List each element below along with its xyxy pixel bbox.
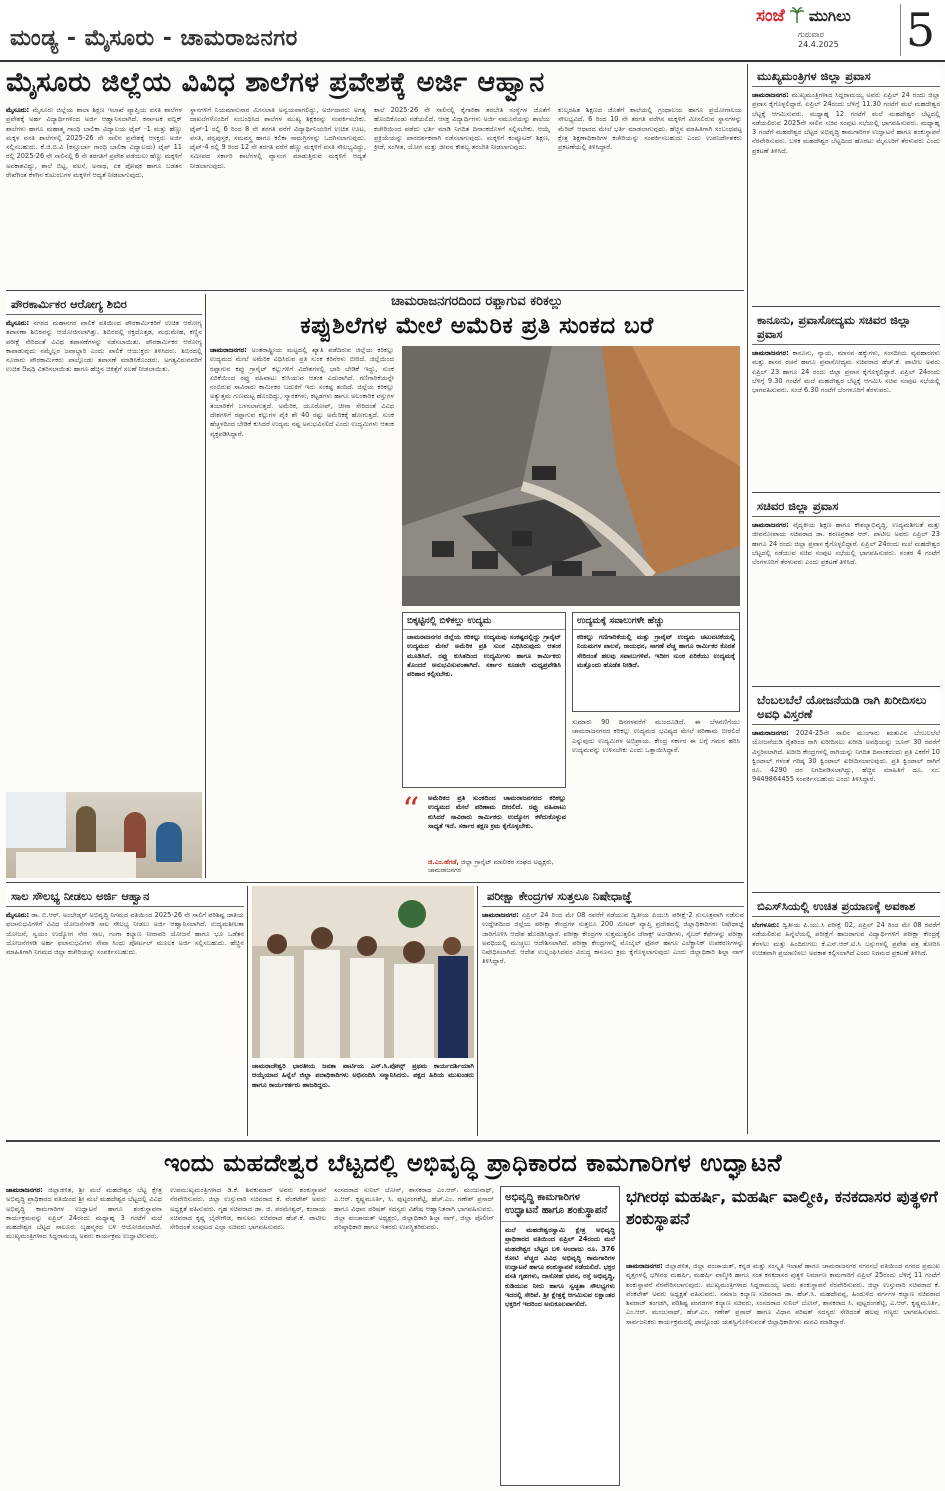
felicitation-photo [252,886,474,1058]
quarry-illustration [402,346,740,606]
masthead [0,0,945,62]
granite-box-2 [572,612,740,712]
loan-text: ಡಾ. ಬಿ.ಆರ್. ಅಂಬೇಡ್ಕರ್ ಅಭಿವೃದ್ಧಿ ನಿಗಮದ ವತಿಯಿಂದ 2025-26 ನೇ ಸಾಲಿಗೆ ಪರಿಶಿಷ್ಟ ಜಾತಿಯ ಫಲಾನುಭವಿಗಳಿಗೆ ವಿವಿಧ ಯೋಜನೆಗಳಡಿ ಸಾಲ ಸೌಲಭ್ಯ ನೀಡಲು ಅರ್ಜಿ ಆಹ್ವಾನಿಸಲಾಗಿದೆ. ಉದ್ಯಮಶೀಲತಾ ಯೋಜನೆ, ಸ್ವಯಂ ಉದ್ಯೋಗ ನೇರ ಸಾಲ, ಗಂಗಾ ಕಲ್ಯಾಣ ನೀರಾವರಿ ಯೋಜನೆ ಹಾಗೂ ಭೂ ಒಡೆತನ ಯೋಜನೆಗಳಡಿ ಅರ್ಹ ಫಲಾನುಭವಿಗಳು ಸೇವಾ ಸಿಂಧು ಪೋರ್ಟಲ್ ಮೂಲಕ ಅರ್ಜಿ ಸಲ್ಲಿಸಬಹುದು. ಹೆಚ್ಚಿನ ಮಾಹಿತಿಗಾಗಿ ನಿಗಮದ ಜಿಲ್ಲಾ ಕಚೇರಿಯನ್ನು ಸಂಪರ್ಕಿಸಬಹುದು. [6,911,244,957]
law-minister-dateline: ಚಾಮರಾಜನಗರ: [752,349,789,357]
divider [752,492,940,493]
cm-tour-headline: ಮುಖ್ಯಮಂತ್ರಿಗಳ ಜಿಲ್ಲಾ ಪ್ರವಾಸ [752,66,940,87]
photo-window [6,792,66,848]
granite-box-1 [402,612,566,788]
photo-table [16,852,136,878]
mm-hills-col-1-text: ಜಿಲ್ಲಾಡಳಿತ, ಶ್ರೀ ಮಲೆ ಮಹದೇಶ್ವರ ಬೆಟ್ಟ ಕ್ಷೇತ್ರ ಅಭಿವೃದ್ಧಿ ಪ್ರಾಧಿಕಾರದ ವತಿಯಿಂದ ಶ್ರೀ ಮಲೆ ಮಹದೇಶ್ವರ ಬೆಟ್ಟದಲ್ಲಿ ವಿವಿಧ ಅಭಿವೃದ್ಧಿ ಕಾಮಗಾರಿಗಳ ಉದ್ಘಾಟನೆ ಹಾಗೂ ಶಂಕುಸ್ಥಾಪನಾ ಕಾರ್ಯಕ್ರಮವನ್ನು ಏಪ್ರಿಲ್ 24ರಂದು ಮಧ್ಯಾಹ್ನ 3 ಗಂಟೆಗೆ ಮಲೆ ಮಹದೇಶ್ವರ ಬೆಟ್ಟದ ಸಾಲೂರು ಬೃಹನ್ಮಠದ ಬಳಿ ಆಯೋಜಿಸಲಾಗಿದೆ. ಮುಖ್ಯಮಂತ್ರಿಗಳಾದ ಸಿದ್ದರಾಮಯ್ಯ ಅವರು ಕಾರ್ಯಕ್ರಮ ಉದ್ಘಾಟಿಸುವರು. [6,1186,162,1241]
loan-headline: ಸಾಲ ಸೌಲಭ್ಯ ನೀಡಲು ಅರ್ಜಿ ಆಹ್ವಾನ [6,886,244,907]
divider [752,892,940,893]
issue-date: 24.4.2025 [798,40,839,49]
health-camp-photo [6,792,202,878]
lead-col-1-text: ಮೈಸೂರು ಜಿಲ್ಲೆಯ ಶಾಲಾ ಶಿಕ್ಷಣ ಇಲಾಖೆ ವ್ಯಾಪ್ತಿಯ ವಸತಿ ಶಾಲೆಗಳ ಪ್ರವೇಶಕ್ಕೆ ಅರ್ಹ ವಿದ್ಯಾರ್ಥಿಗಳಿಂದ ಅರ್ಜಿ ಆಹ್ವಾನಿಸಲಾಗಿದೆ. ಕರ್ನಾಟಕ ಪಬ್ಲಿಕ್ ಶಾಲೆಗಳು ಹಾಗೂ ಮಹಾತ್ಮ ಗಾಂಧಿ ಬಾಲಿಕಾ ವಿದ್ಯಾಲಯ ಟೈಪ್ -1 ಮತ್ತು ಹೆಣ್ಣು ಮಕ್ಕಳ ವಸತಿ ಶಾಲೆಗಳಲ್ಲಿ 2025-26 ನೇ ಸಾಲಿನ ಪ್ರವೇಶಕ್ಕೆ ಆಸಕ್ತರು ಅರ್ಜಿ ಸಲ್ಲಿಸಬಹುದು. ಕೆ.ಜಿ.ಬಿ.ವಿ (ಕಸ್ತೂರ್ಬಾ ಗಾಂಧಿ ಬಾಲಿಕಾ ವಿದ್ಯಾಲಯ) ಟೈಪ್ 11 ರಲ್ಲಿ 2025-26 ನೇ ಸಾಲಿನಲ್ಲಿ 6 ನೇ ತರಗತಿಗೆ ಪ್ರವೇಶ ಪಡೆಯಲು ಹೆಣ್ಣು ಮಕ್ಕಳಿಗೆ ಅವಕಾಶವಿದ್ದು, ಶಾಲೆ ಬಿಟ್ಟ, ವಲಸೆ, ಅನಾಥ, ಏಕ ಪೋಷಕ ಹಾಗೂ ಬಡತನ ರೇಖೆಗಿಂತ ಕೆಳಗಿನ ಕುಟುಂಬಗಳ ಮಕ್ಕಳಿಗೆ ಆದ್ಯತೆ ನೀಡಲಾಗುವುದು. [6,106,182,180]
quote-mark-icon: “ [402,794,420,830]
bsc-headline: ಬಿಎಸ್‌ಸಿಯಲ್ಲಿ ಉಚಿತ ಪ್ರಯಾಣಕ್ಕೆ ಅವಕಾಶ [752,896,940,917]
law-minister-headline: ಕಾನೂನು, ಪ್ರವಾಸೋದ್ಯಮ ಸಚಿವರ ಜಿಲ್ಲಾ ಪ್ರವಾಸ [752,310,940,345]
minister-tour-2 [752,496,940,684]
quote-text: ಅಮೆರಿಕದ ಪ್ರತಿ ಸುಂಕದಿಂದ ಚಾಮರಾಜನಗರದ ಕರಿಕಲ್ಲು ಉದ್ಯಮದ ಮೇಲೆ ಪರಿಣಾಮ ಬೀರಲಿದೆ. ರಫ್ತು ವಹಿವಾಟು ಕುಸಿದರೆ ಸಾವಿರಾರು ಕಾರ್ಮಿಕರು ಉದ್ಯೋಗ ಕಳೆದುಕೊಳ್ಳುವ ಸಾಧ್ಯತೆ ಇದೆ. ಸರ್ಕಾರ ತಕ್ಷಣ ಕ್ರಮ ಕೈಗೊಳ್ಳಬೇಕು. [428,794,566,830]
issue-day: ಗುರುವಾರ [798,30,824,39]
ragi-body [752,729,940,887]
lead-story [6,66,744,288]
granite-col-3: ಸುಮಾರು 90 ದಿನಗಳವರೆಗೆ ಮುಂದೂಡಿದೆ. ಈ ಬೆಳವಣಿಗೆಯು ಚಾಮರಾಜನಗರದ ಕರಿಕಲ್ಲು ಉದ್ಯಮದ ಭವಿಷ್ಯದ ಮೇಲೆ ಪರಿಣಾಮ ಬೀರಲಿದೆ ಎನ್ನುವುದು ಉದ್ಯಮಿಗಳ ಅಭಿಪ್ರಾಯ. ಕೇಂದ್ರ ಸರ್ಕಾರ ಈ ಬಗ್ಗೆ ಗಮನ ಹರಿಸಿ ಉದ್ಯಮವನ್ನು ಉಳಿಸಬೇಕು ಎಂದು ಒತ್ತಾಯಿಸಿದ್ದಾರೆ. [572,718,740,754]
exam-ban [482,886,744,1136]
law-minister-tour [752,310,940,490]
loan-story [6,886,244,1136]
brand-left: ಸಂಜೆ [756,6,785,26]
health-camp-headline: ಪೌರಕಾರ್ಮಿಕರ ಆರೋಗ್ಯ ಶಿಬಿರ [6,294,202,315]
statues-dateline: ಚಾಮರಾಜನಗರ: [626,1262,663,1270]
minister-tour-2-dateline: ಚಾಮರಾಜನಗರ: [752,521,789,529]
ragi-text: 2024-25ನೇ ಸಾಲಿನ ಮುಂಗಾರು ಋತುವಿನ ಬೆಂಬಲಬೆಲೆ ಯೋಜನೆಯಡಿ ರೈತರಿಂದ ರಾಗಿ ಖರೀದಿಸಲು ಖರೀದಿ ಅವಧಿಯನ್ನು ಜೂನ್ 30 ರವರೆಗೆ ವಿಸ್ತರಿಸಲಾಗಿದೆ. ಖರೀದಿ ಕೇಂದ್ರಗಳಲ್ಲಿ ರಾಗಿಯನ್ನು ನಿಗದಿತ ದಿನಾಂಕದಂದು ಪ್ರತಿ ಎಕರೆಗೆ 10 ಕ್ವಿಂಟಾಲ್ ಗಳಂತೆ ಗರಿಷ್ಠ 30 ಕ್ವಿಂಟಾಲ್ ಖರೀದಿಸಲಾಗುವುದು. ಪ್ರತಿ ಕ್ವಿಂಟಾಲ್ ರಾಗಿಗೆ ರೂ. 4290 ದರ ನಿಗದಿಪಡಿಸಲಾಗಿದ್ದು, ಹೆಚ್ಚಿನ ಮಾಹಿತಿಗೆ ದೂ. ಸಂ: 9449864455 ಸಂಪರ್ಕಿಸಬಹುದು ಎಂದು ತಿಳಿಸಿದ್ದಾರೆ. [752,729,940,784]
cm-tour [752,66,940,324]
minister-tour-2-body [752,521,940,683]
granite-dateline: ಚಾಮರಾಜನಗರ: [210,346,247,354]
divider [6,290,744,291]
quote-role: ಜಿಲ್ಲಾ ಗ್ರಾನೈಟ್ ಮಾಲೀಕರ ಸಂಘದ ಅಧ್ಯಕ್ಷರು, ಚಾಮರಾಜನಗರ [428,858,554,874]
health-camp [6,294,202,878]
lead-dateline: ಮೈಸೂರು: [6,106,30,114]
brand-right: ಮುಗಿಲು [808,7,851,25]
law-minister-body [752,349,940,489]
quote-attribution [428,858,566,874]
photo-person [76,806,96,856]
exam-ban-headline: ಪರೀಕ್ಷಾ ಕೇಂದ್ರಗಳ ಸುತ್ತಲೂ ನಿಷೇಧಾಜ್ಞೆ [482,886,744,907]
bsc-text: ದ್ವಿತೀಯ ಪಿ.ಯು.ಸಿ ಪರೀಕ್ಷೆ 02, ಏಪ್ರಿಲ್ 24 ರಿಂದ ಮೇ 08 ರವರೆಗೆ ನಡೆಯಲಿರುವ ಹಿನ್ನೆಲೆಯಲ್ಲಿ ಪರೀಕ್ಷೆಗೆ ಹಾಜರಾಗುವ ವಿದ್ಯಾರ್ಥಿಗಳಿಗೆ ಪರೀಕ್ಷಾ ಕೇಂದ್ರಕ್ಕೆ ತೆರಳಲು ಮತ್ತು ಹಿಂದಿರುಗಲು ಕೆ.ಎಸ್.ಆರ್.ಟಿ.ಸಿ ಬಸ್ಸುಗಳಲ್ಲಿ ಪ್ರವೇಶ ಪತ್ರ ತೋರಿಸಿ ಉಚಿತವಾಗಿ ಪ್ರಯಾಣಿಸಲು ಅವಕಾಶ ಕಲ್ಪಿಸಲಾಗಿದೆ ಎಂದು ನಿಗಮದ ಪ್ರಕಟಣೆ ತಿಳಿಸಿದೆ. [752,921,940,957]
ragi-procurement [752,690,940,890]
box1-title: ಬಿಕ್ಕಟ್ಟಿನಲ್ಲಿ ಬಿಳಿಕಲ್ಲು ಉದ್ಯಮ [403,613,565,630]
page-number: 5 [900,4,940,56]
loan-dateline: ಮೈಸೂರು: [6,911,30,919]
dev-works-box [500,1186,620,1486]
palm-icon [790,7,804,23]
divider [477,886,478,1136]
mm-hills-headline: ಇಂದು ಮಹದೇಶ್ವರ ಬೆಟ್ಟದಲ್ಲಿ ಅಭಿವೃದ್ಧಿ ಪ್ರಾಧಿಕಾರದ ಕಾಮಗಾರಿಗಳ ಉದ್ಘಾಟನೆ [164,1149,782,1177]
cm-tour-body [752,91,940,311]
granite-headline: ಕಪ್ಪುಶಿಲೆಗಳ ಮೇಲೆ ಅಮೆರಿಕ ಪ್ರತಿ ಸುಂಕದ ಬರೆ [300,313,654,339]
felicitation-illustration [252,886,474,1058]
photo-person [156,822,182,862]
divider [247,886,248,1136]
statues-text: ಜಿಲ್ಲಾಡಳಿತ, ಜಿಲ್ಲಾ ಪಂಚಾಯತ್, ಕನ್ನಡ ಮತ್ತು ಸಂಸ್ಕೃತಿ ಇಲಾಖೆ ಹಾಗೂ ಚಾಮರಾಜನಗರ ನಗರಸಭೆ ವತಿಯಿಂದ ನಗರದ ಪ್ರಮುಖ ವೃತ್ತಗಳಲ್ಲಿ ಭಗೀರಥ ಮಹರ್ಷಿ, ಮಹರ್ಷಿ ವಾಲ್ಮೀಕಿ ಹಾಗೂ ಸಂತ ಕನಕದಾಸರ ಪುತ್ಥಳಿ ನಿರ್ಮಾಣ ಕಾಮಗಾರಿಗೆ ಏಪ್ರಿಲ್ 25ರಂದು ಬೆಳಿಗ್ಗೆ 11 ಗಂಟೆಗೆ ಶಂಕುಸ್ಥಾಪನೆ ನೆರವೇರಿಸಲಾಗುವುದು. ಮುಖ್ಯಮಂತ್ರಿಗಳಾದ ಸಿದ್ದರಾಮಯ್ಯ ಅವರು ಶಂಕುಸ್ಥಾಪನೆ ನೆರವೇರಿಸುವರು. ಜಿಲ್ಲಾ ಉಸ್ತುವಾರಿ ಸಚಿವರಾದ ಕೆ. ವೆಂಕಟೇಶ್ ಅವರು ಅಧ್ಯಕ್ಷತೆ ವಹಿಸುವರು. ಸಮಾಜ ಕಲ್ಯಾಣ ಸಚಿವರಾದ ಡಾ. ಹೆಚ್.ಸಿ. ಮಹದೇವಪ್ಪ, ಹಿಂದುಳಿದ ವರ್ಗಗಳ ಕಲ್ಯಾಣ ಸಚಿವರಾದ ಶಿವರಾಜ್ ತಂಗಡಗಿ, ಪರಿಶಿಷ್ಟ ಪಂಗಡಗಳ ಕಲ್ಯಾಣ ಸಚಿವರು, ಸಂಸದರಾದ ಸುನಿಲ್ ಬೋಸ್, ಶಾಸಕರಾದ ಸಿ. ಪುಟ್ಟರಂಗಶೆಟ್ಟಿ, ಎ.ಆರ್. ಕೃಷ್ಣಮೂರ್ತಿ, ಎಂ.ಆರ್. ಮಂಜುನಾಥ್, ಹೆಚ್.ಎಂ. ಗಣೇಶ್ ಪ್ರಸಾದ್ ಹಾಗೂ ವಿಧಾನ ಪರಿಷತ್ ಸದಸ್ಯರು ಸೇರಿದಂತೆ ಹಲವು ಗಣ್ಯರು ಭಾಗವಹಿಸುವರು. ಸಾರ್ವಜನಿಕರು ಕಾರ್ಯಕ್ರಮದಲ್ಲಿ ಪಾಲ್ಗೊಂಡು ಯಶಸ್ವಿಗೊಳಿಸುವಂತೆ ಜಿಲ್ಲಾಧಿಕಾರಿಗಳು ಮನವಿ ಮಾಡಿದ್ದಾರೆ. [626,1262,940,1326]
box1-text: ಚಾಮರಾಜನಗರ ಜಿಲ್ಲೆಯ ಕರಿಕಲ್ಲು ಉದ್ಯಮವು ಸಂಕಷ್ಟದಲ್ಲಿದ್ದು ಗ್ರಾನೈಟ್ ಉದ್ಯಮದ ಮೇಲೆ ಅಮೆರಿಕ ಪ್ರತಿ ಸುಂಕ ವಿಧಿಸಿರುವುದು ಆತಂಕ ಮೂಡಿಸಿದೆ. ರಫ್ತು ಕುಸಿತದಿಂದ ಉದ್ಯಮಿಗಳು ಹಾಗೂ ಕಾರ್ಮಿಕರು ತೊಂದರೆ ಅನುಭವಿಸುವಂತಾಗಿದೆ. ಸರ್ಕಾರ ಕೂಡಲೇ ಮಧ್ಯಪ್ರವೇಶಿಸಿ ಪರಿಹಾರ ಕಲ್ಪಿಸಬೇಕು. [407,633,561,679]
mm-hills-story [6,1186,494,1486]
granite-text: ಅಂತರಾಷ್ಟ್ರೀಯ ಮಟ್ಟದಲ್ಲಿ ಖ್ಯಾತಿ ಪಡೆದಿರುವ ಜಿಲ್ಲೆಯ ಕರಿಕಲ್ಲು ಉದ್ಯಮದ ಮೇಲೆ ಅಮೆರಿಕ ವಿಧಿಸಿರುವ ಪ್ರತಿ ಸುಂಕ ಕರಿನೆರಳು ಬೀರಿದೆ. ಜಿಲ್ಲೆಯಿಂದ ರಫ್ತಾಗುವ ಕಪ್ಪು ಗ್ರಾನೈಟ್ ಕಲ್ಲುಗಳಿಗೆ ವಿದೇಶಗಳಲ್ಲಿ ಭಾರಿ ಬೇಡಿಕೆ ಇದ್ದು, ಸುಂಕ ಏರಿಕೆಯಿಂದ ರಫ್ತು ವಹಿವಾಟು ಕುಸಿಯುವ ಆತಂಕ ಎದುರಾಗಿದೆ. ಗಣಿಗಾರಿಕೆಯನ್ನೇ ನಂಬಿರುವ ಸಾವಿರಾರು ಕಾರ್ಮಿಕರ ಬದುಕಿಗೆ ಇದು ಸಂಕಷ್ಟ ತಂದಿದೆ. ಜಿಲ್ಲೆಯ ಕರಿಕಲ್ಲು ಅತ್ಯುತ್ತಮ ಗುಣಮಟ್ಟ ಹೊಂದಿದ್ದು, ಸ್ಮಾರಕಗಳು, ಕಟ್ಟಡಗಳು ಹಾಗೂ ಅಲಂಕಾರಿಕ ವಸ್ತುಗಳ ತಯಾರಿಕೆಗೆ ಬಳಸಲಾಗುತ್ತದೆ. ಅಮೆರಿಕ, ಯೂರೋಪ್, ಚೀನಾ ಸೇರಿದಂತೆ ವಿವಿಧ ದೇಶಗಳಿಗೆ ರಫ್ತಾಗುವ ಕಲ್ಲುಗಳ ಪೈಕಿ ಶೇ 40 ರಷ್ಟು ಅಮೆರಿಕಕ್ಕೆ ಹೋಗುತ್ತದೆ. ಸುಂಕ ಹೆಚ್ಚಳದಿಂದ ಬೇಡಿಕೆ ಕುಸಿದರೆ ಉದ್ಯಮ ನಷ್ಟ ಅನುಭವಿಸಲಿದೆ ಎಂದು ಉದ್ಯಮಿಗಳು ಆತಂಕ ವ್ಯಕ್ತಪಡಿಸಿದ್ದಾರೆ. [210,346,394,438]
exam-ban-dateline: ಚಾಮರಾಜನಗರ: [482,911,519,919]
health-camp-body [6,319,202,787]
free-bus-travel [752,896,940,1132]
divider [752,686,940,687]
law-minister-text: ಕಾನೂನು, ನ್ಯಾಯ, ಮಾನವ ಹಕ್ಕುಗಳು, ಸಂಸದೀಯ ವ್ಯವಹಾರಗಳು ಮತ್ತು ಶಾಸನ ರಚನೆ ಹಾಗೂ ಪ್ರವಾಸೋದ್ಯಮ ಸಚಿವರಾದ ಹೆಚ್.ಕೆ. ಪಾಟೀಲ ಅವರು ಏಪ್ರಿಲ್ 23 ಹಾಗೂ 24 ರಂದು ಜಿಲ್ಲಾ ಪ್ರವಾಸ ಕೈಗೊಳ್ಳಲಿದ್ದಾರೆ. ಏಪ್ರಿಲ್ 24ರಂದು ಬೆಳಿಗ್ಗೆ 9.30 ಗಂಟೆಗೆ ಮಲೆ ಮಹದೇಶ್ವರ ಬೆಟ್ಟಕ್ಕೆ ಆಗಮಿಸಿ ಸಚಿವ ಸಂಪುಟ ಸಭೆಯಲ್ಲಿ ಭಾಗವಹಿಸುವರು. ಸಂಜೆ 6.30 ಗಂಟೆಗೆ ಬೆಂಗಳೂರಿಗೆ ತೆರಳುವರು. [752,349,940,395]
felicitation-caption: ಚಾಮರಾಜೇಶ್ವರಿ ಭಾರತೀಯ ಜನತಾ ಪಾರ್ಟಿಯ ಎನ್.ಸಿ.ಪೋನ್ಸ್ ಪ್ರಥಮ ಕಾರ್ಯದರ್ಶಿಯಾಗಿ ಆಯ್ಕೆಯಾದ ಹಿನ್ನೆಲೆ ಜಿಲ್ಲಾ ಪದಾಧಿಕಾರಿಗಳು ಅಭಿನಂದಿಸಿ ಸನ್ಮಾನಿಸಿದರು. ಪಕ್ಷದ ಹಿರಿಯ ಮುಖಂಡರು ಹಾಗೂ ಕಾರ್ಯಕರ್ತರು ಹಾಜರಿದ್ದರು. [252,1062,474,1089]
mm-hills-col-2: ಉಪಮುಖ್ಯಮಂತ್ರಿಗಳಾದ ಡಿ.ಕೆ. ಶಿವಕುಮಾರ್ ಅವರು ಶಂಕುಸ್ಥಾಪನೆ ನೆರವೇರಿಸುವರು. ಜಿಲ್ಲಾ ಉಸ್ತುವಾರಿ ಸಚಿವರಾದ ಕೆ. ವೆಂಕಟೇಶ್ ಅವರು ಅಧ್ಯಕ್ಷತೆ ವಹಿಸುವರು. ಗೃಹ ಸಚಿವರಾದ ಡಾ. ಜಿ. ಪರಮೇಶ್ವರ್, ಕಂದಾಯ ಸಚಿವರಾದ ಕೃಷ್ಣ ಬೈರೇಗೌಡ, ಕಾನೂನು ಸಚಿವರಾದ ಹೆಚ್.ಕೆ. ಪಾಟೀಲ ಸೇರಿದಂತೆ ಸಂಪುಟದ ಎಲ್ಲಾ ಸಚಿವರು ಭಾಗವಹಿಸುವರು. [170,1186,326,1232]
box2-title: ಉದ್ಯಮಕ್ಕೆ ಸವಾಲುಗಳೇ ಹೆಚ್ಚು [573,613,739,630]
granite-quarry-photo [402,346,740,606]
minister-tour-2-text: ವೈದ್ಯಕೀಯ ಶಿಕ್ಷಣ ಹಾಗೂ ಕೌಶಲ್ಯಾಭಿವೃದ್ಧಿ, ಉದ್ಯಮಶೀಲತೆ ಮತ್ತು ಜೀವನೋಪಾಯ ಸಚಿವರಾದ ಡಾ. ಶರಣಪ್ರಕಾಶ ಆರ್. ಪಾಟೀಲ ಅವರು ಏಪ್ರಿಲ್ 23 ಹಾಗೂ 24 ರಂದು ಜಿಲ್ಲಾ ಪ್ರವಾಸ ಕೈಗೊಳ್ಳಲಿದ್ದಾರೆ. ಏಪ್ರಿಲ್ 24ರಂದು ಮಲೆ ಮಹದೇಶ್ವರ ಬೆಟ್ಟದಲ್ಲಿ ನಡೆಯುವ ಸಚಿವ ಸಂಪುಟ ಸಭೆಯಲ್ಲಿ ಭಾಗವಹಿಸುವರು. ನಂತರ 4 ಗಂಟೆಗೆ ಬೆಂಗಳೂರಿಗೆ ತೆರಳುವರು ಎಂದು ಪ್ರಕಟಣೆ ತಿಳಿಸಿದೆ. [752,521,940,567]
health-camp-text: ನಗರದ ಮಹಾನಗರ ಪಾಲಿಕೆ ವತಿಯಿಂದ ಪೌರಕಾರ್ಮಿಕರಿಗೆ ಉಚಿತ ಆರೋಗ್ಯ ತಪಾಸಣಾ ಶಿಬಿರವನ್ನು ಆಯೋಜಿಸಲಾಗಿತ್ತು. ಶಿಬಿರದಲ್ಲಿ ರಕ್ತದೊತ್ತಡ, ಮಧುಮೇಹ, ಕಣ್ಣಿನ ಪರೀಕ್ಷೆ ಸೇರಿದಂತೆ ವಿವಿಧ ತಪಾಸಣೆಗಳನ್ನು ನಡೆಸಲಾಯಿತು. ಪೌರಕಾರ್ಮಿಕರ ಆರೋಗ್ಯ ಕಾಪಾಡುವುದು ನಮ್ಮೆಲ್ಲರ ಜವಾಬ್ದಾರಿ ಎಂದು ಪಾಲಿಕೆ ಆಯುಕ್ತರು ತಿಳಿಸಿದರು. ಶಿಬಿರದಲ್ಲಿ ನೂರಾರು ಪೌರಕಾರ್ಮಿಕರು ಪಾಲ್ಗೊಂಡು ತಪಾಸಣೆ ಮಾಡಿಸಿಕೊಂಡರು. ಅಗತ್ಯವಿರುವವರಿಗೆ ಉಚಿತ ಔಷಧಿ ವಿತರಿಸಲಾಯಿತು ಹಾಗೂ ಹೆಚ್ಚಿನ ಚಿಕಿತ್ಸೆಗೆ ಸಲಹೆ ನೀಡಲಾಯಿತು. [6,319,202,374]
granite-story [210,294,744,880]
lead-col-1 [6,106,182,286]
quote-by: ಜಿ.ಎಂ.ಹೆಗಡೆ, [428,858,459,866]
section-title: ಮಂಡ್ಯ - ಮೈಸೂರು - ಚಾಮರಾಜನಗರ [10,26,298,51]
lead-col-4: ಶುಲ್ಕರಹಿತ ಶಿಕ್ಷಣದ ಜೊತೆಗೆ ಶಾಲೆಯಲ್ಲಿ ಗ್ರಂಥಾಲಯ ಹಾಗೂ ಪ್ರಯೋಗಾಲಯ ಸೌಲಭ್ಯವಿದೆ. 6 ರಿಂದ 10 ನೇ ತರಗತಿ ವರೆಗಿನ ಮಕ್ಕಳಿಗೆ ಮೀಸಲಿರುವ ಸ್ಥಾನಗಳನ್ನು ಮೆರಿಟ್ ಆಧಾರದ ಮೇಲೆ ಭರ್ತಿ ಮಾಡಲಾಗುವುದು. ಹೆಚ್ಚಿನ ಮಾಹಿತಿಗಾಗಿ ಸಂಬಂಧಪಟ್ಟ ಕ್ಷೇತ್ರ ಶಿಕ್ಷಣಾಧಿಕಾರಿಗಳ ಕಚೇರಿಯನ್ನು ಸಂಪರ್ಕಿಸಬಹುದು ಎಂದು ಉಪನಿರ್ದೇಶಕರು ಪ್ರಕಟಣೆಯಲ್ಲಿ ತಿಳಿಸಿದ್ದಾರೆ. [558,106,742,152]
bsc-dateline: ಬೆಂಗಳೂರು: [752,921,780,929]
dev-box-text: ಮಲೆ ಮಹದೇಶ್ವರಸ್ವಾಮಿ ಕ್ಷೇತ್ರ ಅಭಿವೃದ್ಧಿ ಪ್ರಾಧಿಕಾರದ ವತಿಯಿಂದ ಏಪ್ರಿಲ್ 24ರಂದು ಮಲೆ ಮಹದೇಶ್ವರ ಬೆಟ್ಟದ ಬಳಿ ಅಂದಾಜು ರೂ. 376 ಕೋಟಿ ವೆಚ್ಚದ ವಿವಿಧ ಅಭಿವೃದ್ಧಿ ಕಾಮಗಾರಿಗಳ ಉದ್ಘಾಟನೆ ಹಾಗೂ ಶಂಕುಸ್ಥಾಪನೆ ನಡೆಯಲಿದೆ. ಭಕ್ತರ ವಸತಿ ಗೃಹಗಳು, ದಾಸೋಹ ಭವನ, ರಸ್ತೆ ಅಭಿವೃದ್ಧಿ, ಕುಡಿಯುವ ನೀರು ಹಾಗೂ ಸ್ವಚ್ಛತಾ ಸೌಲಭ್ಯಗಳು ಇದರಲ್ಲಿ ಸೇರಿವೆ. ಶ್ರೀ ಕ್ಷೇತ್ರಕ್ಕೆ ಆಗಮಿಸುವ ಲಕ್ಷಾಂತರ ಭಕ್ತರಿಗೆ ಇದರಿಂದ ಅನುಕೂಲವಾಗಲಿದೆ. [505,1226,615,1309]
ragi-headline: ಬೆಂಬಲಬೆಲೆ ಯೋಜನೆಯಡಿ ರಾಗಿ ಖರೀದಿಸಲು ಅವಧಿ ವಿಸ್ತರಣೆ [752,690,940,725]
divider [6,882,744,883]
lead-col-3: ಶಾಲೆ 2025-26 ನೇ ಸಾಲಿನಲ್ಲಿ ಕೈಗಾರಿಕಾ ತರಬೇತಿ ಸಂಸ್ಥೆಗಳ ಜೊತೆಗೆ ಹೊಂದಿಕೊಂಡು ನಡೆಯಲಿದೆ. ಆಸಕ್ತ ವಿದ್ಯಾರ್ಥಿಗಳು ಅರ್ಜಿ ನಮೂನೆಯನ್ನು ಶಾಲೆಯ ಕಚೇರಿಯಿಂದ ಪಡೆದು ಭರ್ತಿ ಮಾಡಿ ನಿಗದಿತ ದಿನಾಂಕದೊಳಗೆ ಸಲ್ಲಿಸಬೇಕು. ಆಯ್ಕೆ ಪ್ರಕ್ರಿಯೆಯನ್ನು ಪಾರದರ್ಶಕವಾಗಿ ನಡೆಸಲಾಗುವುದು. ಮಕ್ಕಳಿಗೆ ಕಂಪ್ಯೂಟರ್ ಶಿಕ್ಷಣ, ಕ್ರೀಡೆ, ಸಂಗೀತ, ಯೋಗ ಮತ್ತು ಜೀವನ ಕೌಶಲ್ಯ ತರಬೇತಿ ನೀಡಲಾಗುವುದು. [374,106,550,152]
bsc-body [752,921,940,1117]
statues-story [626,1186,940,1486]
cm-tour-text: ಮುಖ್ಯಮಂತ್ರಿಗಳಾದ ಸಿದ್ದರಾಮಯ್ಯ ಅವರು ಏಪ್ರಿಲ್ 24 ರಂದು ಜಿಲ್ಲಾ ಪ್ರವಾಸ ಕೈಗೊಳ್ಳಲಿದ್ದಾರೆ. ಏಪ್ರಿಲ್ 24ರಂದು ಬೆಳಿಗ್ಗೆ 11.30 ಗಂಟೆಗೆ ಮಲೆ ಮಹದೇಶ್ವರ ಬೆಟ್ಟಕ್ಕೆ ಆಗಮಿಸುವರು. ಮಧ್ಯಾಹ್ನ 12 ಗಂಟೆಗೆ ಮಲೆ ಮಹದೇಶ್ವರ ಬೆಟ್ಟದಲ್ಲಿ ನಡೆಯಲಿರುವ 2025ನೇ ಸಾಲಿನ ಸಚಿವ ಸಂಪುಟ ಸಭೆಯಲ್ಲಿ ಭಾಗವಹಿಸುವರು. ಮಧ್ಯಾಹ್ನ 3 ಗಂಟೆಗೆ ಮಹದೇಶ್ವರ ಬೆಟ್ಟದ ಅಭಿವೃದ್ಧಿ ಕಾಮಗಾರಿಗಳ ಉದ್ಘಾಟನೆ ಹಾಗೂ ಶಂಕುಸ್ಥಾಪನೆ ನೆರವೇರಿಸುವರು. ಬಳಿಕ ಮಹದೇಶ್ವರ ಬೆಟ್ಟದಿಂದ ಹೊರಟು ಮೈಸೂರಿಗೆ ತೆರಳುವರು ಎಂದು ಪ್ರಕಟಣೆ ತಿಳಿಸಿದೆ. [752,91,940,155]
box2-text: ಕರಿಕಲ್ಲು ಗಣಿಗಾರಿಕೆಯಲ್ಲಿ ಮತ್ತು ಗ್ರಾನೈಟ್ ಉದ್ಯಮ ಚಟುವಟಿಕೆಯಲ್ಲಿ ನಿಯಮಗಳ ಪಾಲನೆ, ರಾಯಧನ, ಸಾಗಣೆ ವೆಚ್ಚ ಹಾಗೂ ಕಾರ್ಮಿಕರ ಕೊರತೆ ಸೇರಿದಂತೆ ಹಲವು ಸವಾಲುಗಳಿವೆ. ಇದೀಗ ಸುಂಕ ಏರಿಕೆಯು ಉದ್ಯಮಕ್ಕೆ ಮತ್ತೊಂದು ಹೊಡೆತ ನೀಡಿದೆ. [577,633,735,669]
divider [205,294,206,878]
lead-col-2: ಸ್ಥಾನಗಳಿಗೆ ನಿಯಮಾನುಸಾರ ಮೀಸಲಾತಿ ಅನ್ವಯವಾಗಲಿದ್ದು, ಅರ್ಜಿದಾರರು ಅಗತ್ಯ ದಾಖಲೆಗಳೊಂದಿಗೆ ಸಂಬಂಧಿಸಿದ ಶಾಲೆಗಳ ಮುಖ್ಯ ಶಿಕ್ಷಕರನ್ನು ಸಂಪರ್ಕಿಸಬೇಕು. ಟೈಪ್-1 ರಲ್ಲಿ 6 ರಿಂದ 8 ನೇ ತರಗತಿ ವರೆಗೆ ವಿದ್ಯಾರ್ಥಿನಿಯರಿಗೆ ಉಚಿತ ಊಟ, ವಸತಿ, ಪಠ್ಯಪುಸ್ತಕ, ಸಮವಸ್ತ್ರ ಹಾಗೂ ಕಲಿಕಾ ಸಾಮಗ್ರಿಗಳನ್ನು ಒದಗಿಸಲಾಗುವುದು. ಟೈಪ್-4 ರಲ್ಲಿ 9 ರಿಂದ 12 ನೇ ತರಗತಿ ವರೆಗೆ ಹೆಣ್ಣು ಮಕ್ಕಳಿಗೆ ವಸತಿ ಸೌಲಭ್ಯವಿದ್ದು, ಸಮೀಪದ ಸರ್ಕಾರಿ ಶಾಲೆಗಳಲ್ಲಿ ವ್ಯಾಸಂಗ ಮಾಡುತ್ತಿರುವ ಮಕ್ಕಳಿಗೆ ಆದ್ಯತೆ ನೀಡಲಾಗುವುದು. [190,106,366,170]
divider [752,306,940,307]
dev-box-title: ಅಭಿವೃದ್ಧಿ ಕಾಮಗಾರಿಗಳ ಉದ್ಘಾಟನೆ ಹಾಗೂ ಶಂಕುಸ್ಥಾಪನೆ [501,1187,619,1222]
exam-ban-text: ಏಪ್ರಿಲ್ 24 ರಿಂದ ಮೇ 08 ರವರೆಗೆ ನಡೆಯುವ ದ್ವಿತೀಯ ಪಿಯುಸಿ ಪರೀಕ್ಷೆ-2 ಸುಸೂತ್ರವಾಗಿ ನಡೆಸುವ ಉದ್ದೇಶದಿಂದ ಜಿಲ್ಲೆಯ ಪರೀಕ್ಷಾ ಕೇಂದ್ರಗಳ ಸುತ್ತಲೂ 200 ಮೀಟರ್ ವ್ಯಾಪ್ತಿ ಪ್ರದೇಶದಲ್ಲಿ ಜಿಲ್ಲಾಧಿಕಾರಿಗಳು ನಿಷೇಧಾಜ್ಞೆ ಜಾರಿಗೊಳಿಸಿ ಆದೇಶ ಹೊರಡಿಸಿದ್ದಾರೆ. ಪರೀಕ್ಷಾ ಕೇಂದ್ರಗಳ ಸುತ್ತಮುತ್ತಲಿನ ಜೆರಾಕ್ಸ್ ಅಂಗಡಿಗಳು, ಸೈಬರ್ ಕೆಫೆಗಳನ್ನು ಪರೀಕ್ಷಾ ಅವಧಿಯಲ್ಲಿ ಮುಚ್ಚಲು ಆದೇಶಿಸಲಾಗಿದೆ. ಪರೀಕ್ಷಾ ಕೇಂದ್ರಗಳಲ್ಲಿ ಮೊಬೈಲ್ ಫೋನ್ ಹಾಗೂ ಎಲೆಕ್ಟ್ರಾನಿಕ್ ಉಪಕರಣಗಳನ್ನು ನಿಷೇಧಿಸಲಾಗಿದೆ. ಆದೇಶ ಉಲ್ಲಂಘಿಸಿದವರ ವಿರುದ್ಧ ಕಾನೂನು ಕ್ರಮ ಕೈಗೊಳ್ಳಲಾಗುವುದು ಎಂದು ಜಿಲ್ಲಾಧಿಕಾರಿ ಶಿಲ್ಪಾ ನಾಗ್ ತಿಳಿಸಿದ್ದಾರೆ. [482,911,744,966]
granite-col-1 [210,346,394,876]
statues-headline: ಭಗೀರಥ ಮಹರ್ಷಿ, ಮಹರ್ಷಿ ವಾಲ್ಮೀಕಿ, ಕನಕದಾಸರ ಪುತ್ಥಳಿಗೆ ಶಂಕುಸ್ಥಾಪನೆ [626,1187,938,1228]
divider [6,1140,940,1142]
lead-headline: ಮೈಸೂರು ಜಿಲ್ಲೆಯ ವಿವಿಧ ಶಾಲೆಗಳ ಪ್ರವೇಶಕ್ಕೆ ಅರ್ಜಿ ಆಹ್ವಾನ [6,67,545,98]
brand-logo [756,6,896,56]
minister-tour-2-headline: ಸಚಿವರ ಜಿಲ್ಲಾ ಪ್ರವಾಸ [752,496,940,517]
felicitation [252,886,474,1136]
granite-kicker: ಚಾಮರಾಜನಗರದಿಂದ ರಫ್ತಾಗುವ ಕರಿಕಲ್ಲು [391,294,563,309]
mm-hills-col-1 [6,1186,162,1486]
granite-quote [402,794,566,878]
loan-body [6,911,244,1131]
statues-body [626,1262,940,1484]
ragi-dateline: ಚಾಮರಾಜನಗರ: [752,729,789,737]
sidebar-divider [747,64,748,1134]
health-camp-dateline: ಮೈಸೂರು: [6,319,30,327]
cm-tour-dateline: ಚಾಮರಾಜನಗರ: [752,91,789,99]
mm-hills-col-3: ಸಂಸದರಾದ ಸುನಿಲ್ ಬೋಸ್, ಶಾಸಕರಾದ ಎಂ.ಆರ್. ಮಂಜುನಾಥ್, ಎ.ಆರ್. ಕೃಷ್ಣಮೂರ್ತಿ, ಸಿ. ಪುಟ್ಟರಂಗಶೆಟ್ಟಿ, ಹೆಚ್.ಎಂ. ಗಣೇಶ್ ಪ್ರಸಾದ್ ಹಾಗೂ ವಿಧಾನ ಪರಿಷತ್ ಸದಸ್ಯರು ವಿಶೇಷ ಆಹ್ವಾನಿತರಾಗಿ ಭಾಗವಹಿಸುವರು. ಜಿಲ್ಲಾ ಪಂಚಾಯತ್ ಅಧ್ಯಕ್ಷರು, ಜಿಲ್ಲಾಧಿಕಾರಿ ಶಿಲ್ಪಾ ನಾಗ್, ಜಿಲ್ಲಾ ಪೊಲೀಸ್ ವರಿಷ್ಠಾಧಿಕಾರಿ ಹಾಗೂ ಇತರರು ಉಪಸ್ಥಿತರಿರುವರು. [334,1186,494,1232]
mm-hills-dateline: ಚಾಮರಾಜನಗರ: [6,1186,43,1194]
exam-ban-body [482,911,744,1131]
